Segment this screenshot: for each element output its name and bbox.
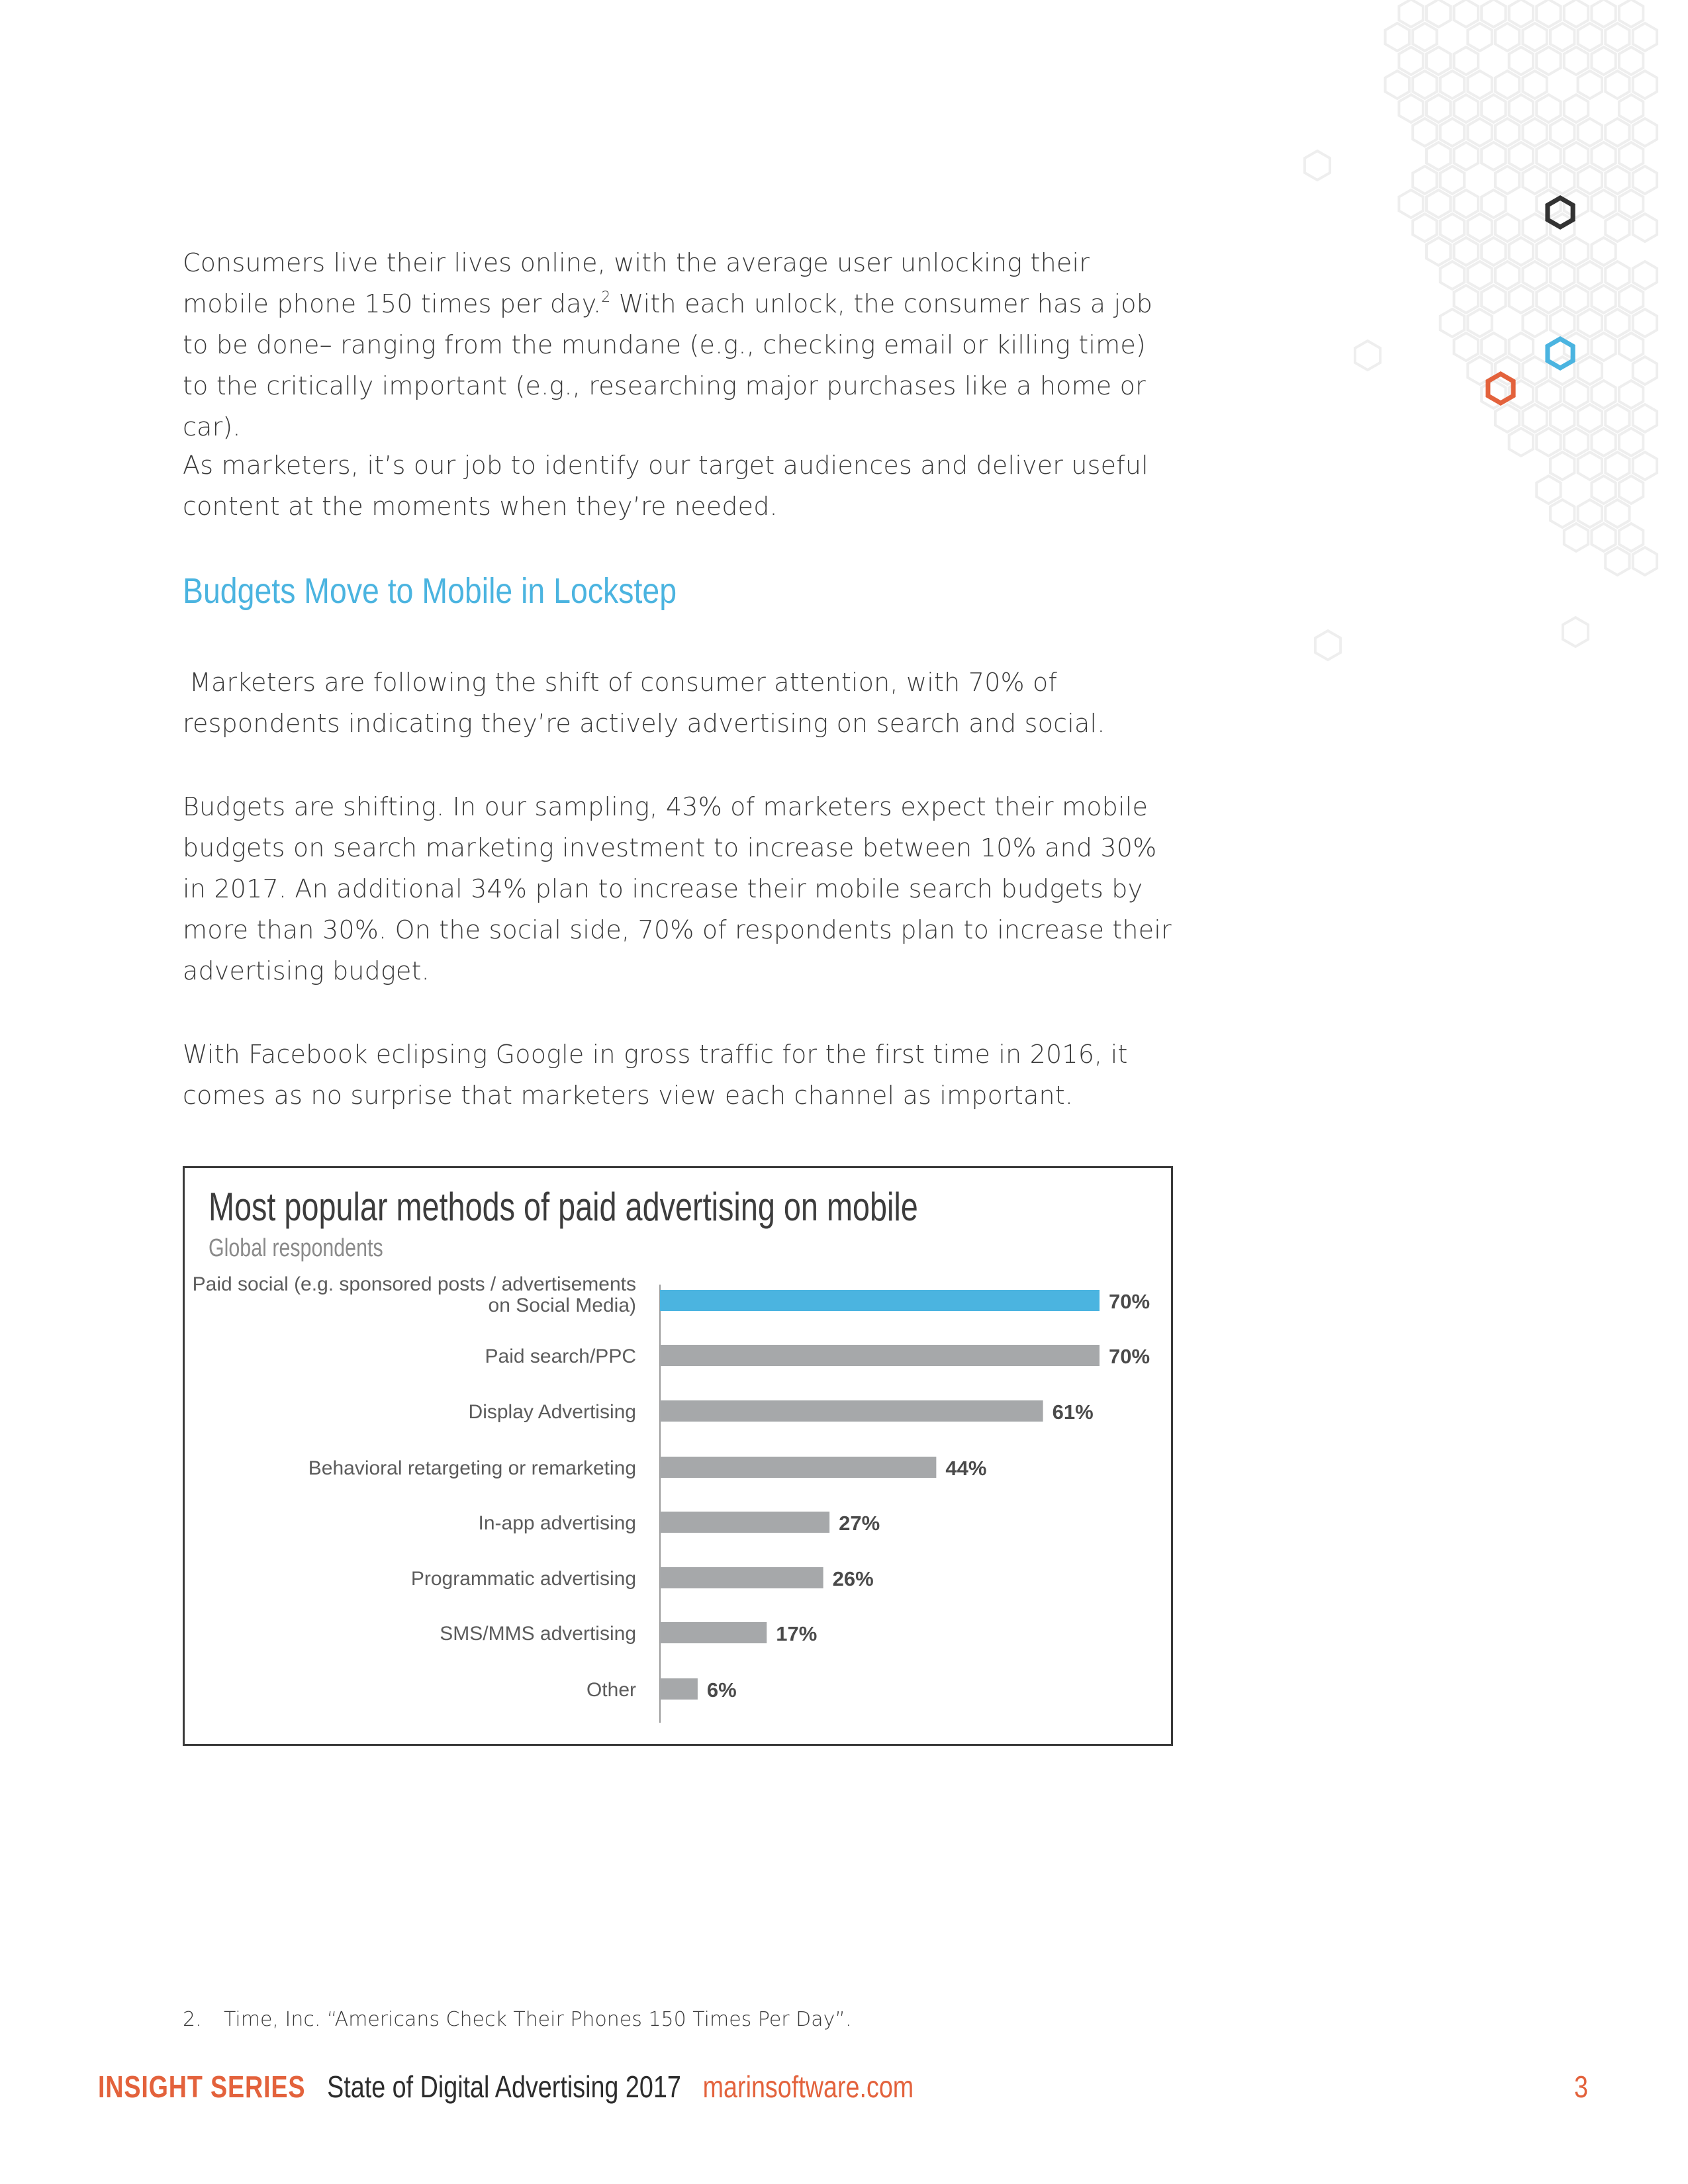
decor-hexagon bbox=[1523, 118, 1546, 146]
decor-hexagon bbox=[1509, 95, 1533, 122]
decor-hexagon bbox=[1633, 166, 1657, 194]
decor-hexagon bbox=[1591, 238, 1615, 265]
decor-hexagon bbox=[1399, 95, 1423, 122]
paragraph-facebook-google: With Facebook eclipsing Google in gross traffic for the first time in 2016, it comes as no surprise that marketers view each channel as important. bbox=[183, 1040, 1128, 1110]
decor-hexagon bbox=[1550, 452, 1574, 480]
decor-hexagon bbox=[1427, 190, 1450, 218]
decor-hexagon bbox=[1440, 118, 1464, 146]
chart-panel bbox=[183, 1166, 1173, 1746]
chart-subtitle: Global respondents bbox=[209, 1234, 383, 1262]
chart-category-label: Paid social (e.g. sponsored posts / advertisements bbox=[192, 1273, 636, 1295]
decor-hexagon bbox=[1564, 523, 1588, 551]
decor-hexagon bbox=[1578, 357, 1602, 385]
decor-hexagon bbox=[1536, 47, 1560, 75]
decor-hexagon bbox=[1427, 47, 1450, 75]
chart-value-label: 27% bbox=[839, 1512, 880, 1535]
decor-hexagon bbox=[1454, 238, 1478, 265]
decor-hexagon bbox=[1550, 118, 1574, 146]
chart-bar bbox=[660, 1400, 1043, 1422]
decor-hexagon bbox=[1315, 631, 1340, 660]
decor-hexagon bbox=[1578, 23, 1602, 51]
decor-hexagon bbox=[1536, 95, 1560, 122]
decor-hexagon bbox=[1495, 71, 1519, 99]
decor-hexagon bbox=[1454, 142, 1478, 170]
decor-hexagon bbox=[1564, 95, 1588, 122]
decor-hexagon bbox=[1454, 333, 1478, 361]
chart-bar bbox=[660, 1512, 829, 1533]
chart-value-label: 70% bbox=[1109, 1290, 1150, 1313]
footer-website-link[interactable]: marinsoftware.com bbox=[702, 2070, 914, 2104]
decor-hexagon bbox=[1509, 47, 1533, 75]
decor-hexagon bbox=[1481, 0, 1505, 27]
decor-hexagon bbox=[1481, 190, 1505, 218]
decor-hexagon bbox=[1564, 142, 1588, 170]
footnote-reference[interactable]: 2 bbox=[601, 289, 611, 306]
chart-value-label: 44% bbox=[945, 1457, 987, 1480]
decor-hexagon bbox=[1591, 523, 1615, 551]
decor-hexagon bbox=[1564, 428, 1588, 456]
decor-hexagon bbox=[1591, 333, 1615, 361]
decor-hexagon bbox=[1591, 476, 1615, 504]
decor-hexagon bbox=[1536, 381, 1560, 408]
decor-hexagon bbox=[1468, 309, 1491, 337]
decor-hexagon bbox=[1633, 71, 1657, 99]
chart-category-label: Other bbox=[586, 1679, 636, 1701]
chart-bar bbox=[660, 1290, 1100, 1311]
decor-hexagon bbox=[1605, 71, 1629, 99]
decor-hexagon bbox=[1564, 47, 1588, 75]
decor-hexagon bbox=[1536, 0, 1560, 27]
decor-hexagon bbox=[1578, 500, 1602, 527]
decor-hexagon bbox=[1481, 238, 1505, 265]
decor-hexagon bbox=[1454, 285, 1478, 313]
decor-hexagon bbox=[1440, 309, 1464, 337]
decor-hexagon bbox=[1591, 285, 1615, 313]
chart-title: Most popular methods of paid advertising on mobile bbox=[209, 1185, 918, 1229]
decor-hexagon bbox=[1578, 118, 1602, 146]
decor-hexagon bbox=[1399, 0, 1423, 27]
decor-hexagon bbox=[1591, 381, 1615, 408]
decor-hexagon bbox=[1427, 238, 1450, 265]
decor-hexagon bbox=[1578, 71, 1602, 99]
decor-hexagon bbox=[1481, 95, 1505, 122]
decor-hexagon bbox=[1578, 452, 1602, 480]
chart-bar bbox=[660, 1622, 767, 1643]
decor-hexagon bbox=[1523, 404, 1546, 432]
decor-hexagon bbox=[1509, 142, 1533, 170]
decor-hexagon bbox=[1619, 428, 1643, 456]
decor-hexagon bbox=[1427, 0, 1450, 27]
paragraph-intro-continued: With each unlock, the consumer has a job to be done– ranging from the mundane (e.g., checking email or killing time) to the critically important (e.g., researching major purchases like a home or car). bbox=[183, 289, 1153, 441]
decor-hexagon-blue bbox=[1548, 339, 1573, 368]
decor-hexagon bbox=[1564, 0, 1588, 27]
decor-hexagon bbox=[1523, 166, 1546, 194]
decor-hexagon bbox=[1578, 166, 1602, 194]
decor-hexagon bbox=[1523, 309, 1546, 337]
decor-hexagon bbox=[1523, 71, 1546, 99]
decor-hexagon bbox=[1633, 309, 1657, 337]
footer-document-title: State of Digital Advertising 2017 bbox=[327, 2070, 681, 2104]
decor-hexagon bbox=[1355, 341, 1380, 370]
decor-hexagon bbox=[1427, 142, 1450, 170]
decor-hexagon bbox=[1550, 166, 1574, 194]
decor-hexagon bbox=[1468, 118, 1491, 146]
footnote-text: Time, Inc. “Americans Check Their Phones 150 Times Per Day”. bbox=[224, 2008, 852, 2031]
decor-hexagon bbox=[1633, 547, 1657, 575]
chart-value-label: 6% bbox=[706, 1678, 737, 1702]
decor-hexagon bbox=[1536, 428, 1560, 456]
decor-hexagon bbox=[1605, 214, 1629, 242]
paragraph-attention-shift: Marketers are following the shift of consumer attention, with 70% of respondents indicating they’re actively advertising on search and social. bbox=[183, 668, 1105, 738]
decor-hexagon bbox=[1523, 261, 1546, 289]
decor-hexagon bbox=[1564, 333, 1588, 361]
decor-hexagon bbox=[1591, 0, 1615, 27]
decor-hexagon bbox=[1633, 357, 1657, 385]
decor-hexagon bbox=[1563, 617, 1588, 647]
decor-hexagon bbox=[1413, 23, 1436, 51]
chart-category-label: Display Advertising bbox=[468, 1401, 636, 1423]
decor-hexagon bbox=[1454, 190, 1478, 218]
chart-category-label: In-app advertising bbox=[478, 1512, 636, 1534]
paragraph-intro bbox=[183, 242, 1176, 447]
footer-series: INSIGHT SERIES bbox=[98, 2070, 306, 2104]
decor-hexagon bbox=[1385, 23, 1409, 51]
decor-hexagon bbox=[1605, 404, 1629, 432]
decor-hexagon bbox=[1591, 47, 1615, 75]
decor-hexagon bbox=[1495, 23, 1519, 51]
decor-hexagon bbox=[1454, 95, 1478, 122]
decor-hexagon bbox=[1633, 452, 1657, 480]
decor-hexagon bbox=[1591, 428, 1615, 456]
chart-category-label: Behavioral retargeting or remarketing bbox=[308, 1457, 636, 1479]
decor-hexagon bbox=[1468, 214, 1491, 242]
chart-value-label: 61% bbox=[1052, 1400, 1094, 1424]
decor-hexagon bbox=[1454, 47, 1478, 75]
decor-hexagon bbox=[1440, 214, 1464, 242]
decor-hexagon bbox=[1536, 238, 1560, 265]
footnote-number: 2. bbox=[183, 2008, 202, 2031]
decor-hexagon bbox=[1578, 261, 1602, 289]
decor-hexagon bbox=[1591, 190, 1615, 218]
decor-hexagon bbox=[1385, 71, 1409, 99]
decor-hexagon bbox=[1550, 261, 1574, 289]
decor-hexagon bbox=[1578, 404, 1602, 432]
decor-hexagon bbox=[1550, 23, 1574, 51]
decor-hexagon bbox=[1605, 118, 1629, 146]
decor-hexagon bbox=[1633, 118, 1657, 146]
decor-hexagon bbox=[1619, 142, 1643, 170]
paragraph-intro-text: Consumers live their lives online, with the average user unlocking their mobile phone 150 times per day. bbox=[183, 248, 1090, 318]
decor-hexagon bbox=[1413, 71, 1436, 99]
decor-hexagon bbox=[1578, 309, 1602, 337]
section-heading: Budgets Move to Mobile in Lockstep bbox=[183, 571, 677, 611]
decor-hexagon bbox=[1440, 71, 1464, 99]
decor-hexagon bbox=[1509, 285, 1533, 313]
bar-chart bbox=[185, 1168, 1171, 1744]
decor-hexagon bbox=[1605, 23, 1629, 51]
decor-hexagon bbox=[1619, 476, 1643, 504]
decor-hexagon bbox=[1564, 238, 1588, 265]
chart-category-label: Programmatic advertising bbox=[410, 1568, 636, 1590]
decor-hexagon bbox=[1536, 476, 1560, 504]
decor-hexagon bbox=[1495, 404, 1519, 432]
decor-hexagon bbox=[1495, 118, 1519, 146]
decor-hexagon bbox=[1440, 166, 1464, 194]
decor-hexagon bbox=[1509, 333, 1533, 361]
decor-hexagon bbox=[1481, 285, 1505, 313]
decor-hexagon bbox=[1481, 142, 1505, 170]
decor-hexagon bbox=[1305, 151, 1330, 180]
decor-hexagon bbox=[1591, 142, 1615, 170]
chart-value-label: 17% bbox=[776, 1622, 818, 1645]
decor-hexagon bbox=[1509, 238, 1533, 265]
decor-hexagon bbox=[1399, 47, 1423, 75]
paragraph-budgets-shifting: Budgets are shifting. In our sampling, 43% of marketers expect their mobile budgets on search marketing investment to increase between 10% and 30% in 2017. An additional 34% plan to increase their mobile search budgets by more than 30%. On the social side, 70% of respondents plan to increase their advertising budget. bbox=[183, 792, 1172, 985]
decor-hexagon bbox=[1605, 261, 1629, 289]
chart-value-label: 26% bbox=[832, 1567, 874, 1590]
page-footer bbox=[98, 2069, 935, 2109]
decor-hexagon bbox=[1536, 285, 1560, 313]
chart-value-label: 70% bbox=[1109, 1345, 1150, 1368]
decor-hexagon bbox=[1619, 523, 1643, 551]
decor-hexagon bbox=[1619, 190, 1643, 218]
decor-hexagon bbox=[1523, 357, 1546, 385]
decor-hexagon bbox=[1495, 261, 1519, 289]
decor-hexagon bbox=[1633, 261, 1657, 289]
decor-hexagon bbox=[1605, 547, 1629, 575]
decor-hexagon bbox=[1619, 381, 1643, 408]
page-number: 3 bbox=[1574, 2070, 1588, 2104]
decor-hexagon bbox=[1440, 261, 1464, 289]
decor-hexagon bbox=[1413, 166, 1436, 194]
decor-hexagon bbox=[1413, 214, 1436, 242]
decor-hexagon bbox=[1633, 23, 1657, 51]
decor-hexagon bbox=[1633, 404, 1657, 432]
decor-hexagon bbox=[1619, 47, 1643, 75]
decor-hexagon bbox=[1495, 214, 1519, 242]
decor-hexagon bbox=[1550, 309, 1574, 337]
decor-hexagon bbox=[1454, 0, 1478, 27]
decor-hexagon bbox=[1523, 214, 1546, 242]
chart-bar bbox=[660, 1345, 1100, 1366]
footnote bbox=[183, 2008, 852, 2031]
decor-hexagon bbox=[1605, 309, 1629, 337]
decor-hexagon bbox=[1605, 166, 1629, 194]
decor-hexagon bbox=[1399, 190, 1423, 218]
chart-bar bbox=[660, 1678, 698, 1700]
decor-hexagon bbox=[1509, 0, 1533, 27]
decor-hexagon bbox=[1605, 500, 1629, 527]
decor-hexagon bbox=[1523, 23, 1546, 51]
decor-hexagon bbox=[1619, 333, 1643, 361]
decor-hexagon bbox=[1427, 95, 1450, 122]
decor-hexagon bbox=[1619, 0, 1643, 27]
chart-category-label: SMS/MMS advertising bbox=[440, 1623, 636, 1645]
decor-hexagon bbox=[1550, 500, 1574, 527]
chart-category-label: on Social Media) bbox=[488, 1295, 636, 1316]
decor-hexagon bbox=[1495, 166, 1519, 194]
chart-bar bbox=[660, 1567, 823, 1588]
decor-hexagon bbox=[1619, 95, 1643, 122]
decor-hexagon bbox=[1413, 118, 1436, 146]
paragraph-marketers-job: As marketers, it’s our job to identify our target audiences and deliver useful content at the moments when they’re needed. bbox=[183, 451, 1149, 521]
decor-hexagon bbox=[1536, 142, 1560, 170]
decor-hexagon bbox=[1564, 381, 1588, 408]
decor-hexagon bbox=[1564, 285, 1588, 313]
decor-hexagon bbox=[1633, 214, 1657, 242]
decor-hexagon bbox=[1619, 285, 1643, 313]
chart-bar bbox=[660, 1457, 936, 1478]
decor-hexagon bbox=[1481, 333, 1505, 361]
decor-hexagon bbox=[1550, 404, 1574, 432]
decor-hexagon bbox=[1605, 452, 1629, 480]
decor-hexagon bbox=[1509, 428, 1533, 456]
decor-hexagon bbox=[1468, 261, 1491, 289]
decor-hexagon bbox=[1468, 23, 1491, 51]
decor-hexagon bbox=[1468, 71, 1491, 99]
chart-category-label: Paid search/PPC bbox=[485, 1345, 636, 1367]
